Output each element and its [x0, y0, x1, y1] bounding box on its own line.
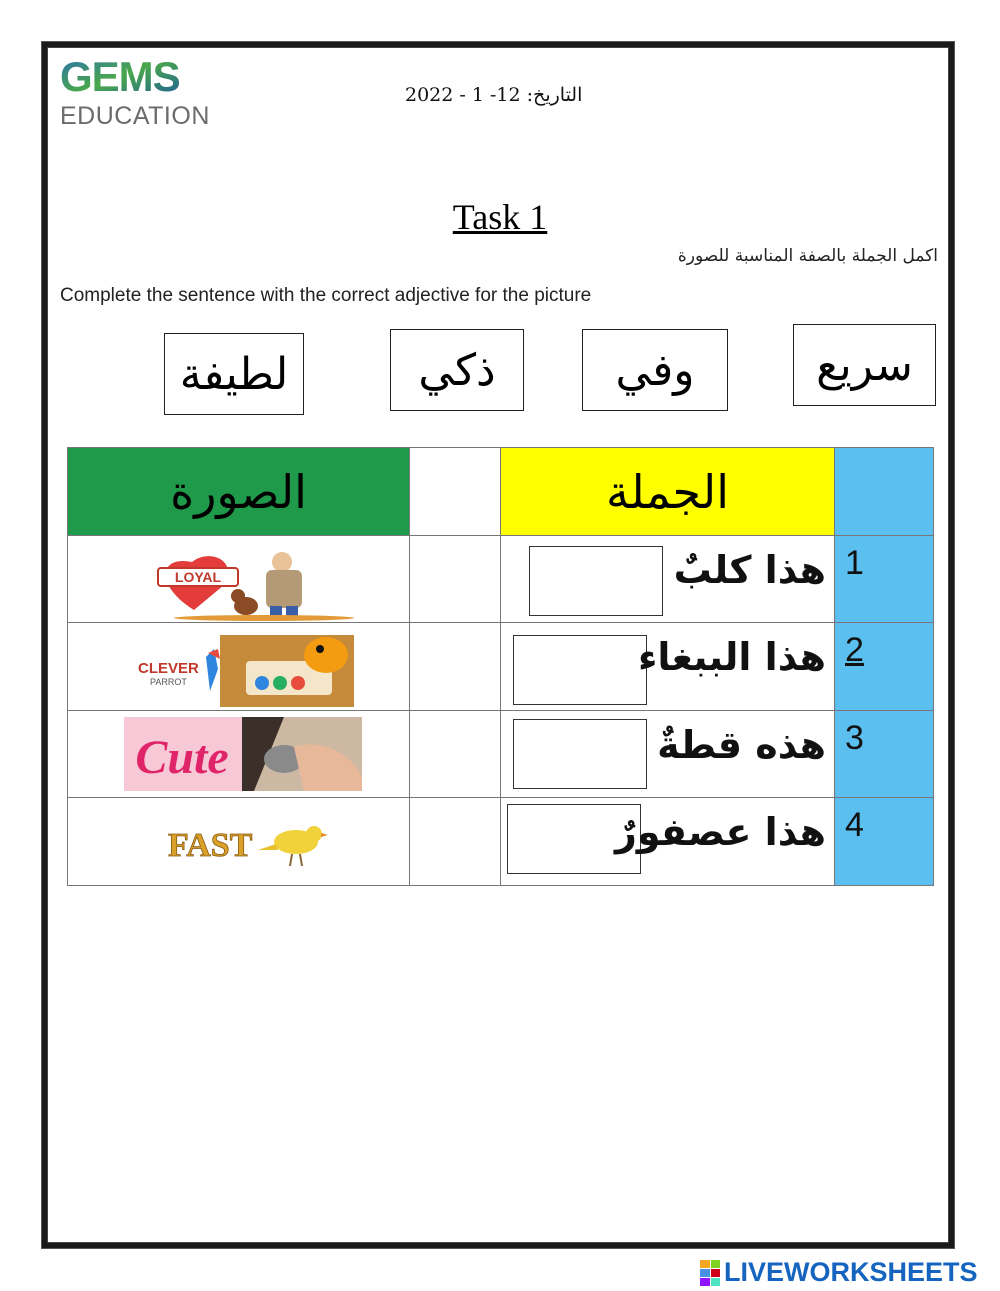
- header-picture: الصورة: [68, 448, 410, 536]
- picture-cell: [68, 711, 410, 798]
- empty-cell: [410, 623, 501, 711]
- date-line: التاريخ: 12- 1 - 2022: [405, 84, 583, 106]
- instruction-english: Complete the sentence with the correct adjective for the picture: [60, 285, 592, 306]
- sentence-text: هذه قطةٌ: [657, 723, 826, 767]
- table-row: [68, 623, 934, 711]
- header-number: [835, 448, 934, 536]
- answer-box[interactable]: [513, 719, 647, 789]
- answer-box[interactable]: [513, 635, 647, 705]
- row-number: 2: [845, 631, 864, 669]
- row-number: 3: [845, 719, 864, 757]
- header-empty: [410, 448, 501, 536]
- sentence-cell: [501, 711, 835, 798]
- answer-box[interactable]: [529, 546, 663, 616]
- page-title: Task 1: [452, 197, 548, 237]
- row-number: 1: [845, 544, 864, 582]
- empty-cell: [410, 711, 501, 798]
- empty-cell: [410, 536, 501, 623]
- sentence-cell: [501, 798, 835, 886]
- exercise-table: [67, 447, 934, 886]
- picture-cell: [68, 798, 410, 886]
- word-bank-item-sari[interactable]: سريع: [793, 324, 936, 406]
- table-row: [68, 798, 934, 886]
- sentence-text: هذا كلبٌ: [673, 548, 826, 592]
- table-row: [68, 536, 934, 623]
- empty-cell: [410, 798, 501, 886]
- fast-bird-picture: [166, 816, 336, 870]
- number-cell: [835, 711, 934, 798]
- row-number: 4: [845, 806, 864, 844]
- liveworksheets-logo-icon: [700, 1260, 720, 1286]
- logo-subtitle: EDUCATION: [60, 102, 210, 130]
- pic-label-parrot: PARROT: [150, 677, 187, 687]
- footer-brand: LIVEWORKSHEETS: [724, 1257, 978, 1287]
- liveworksheets-footer: [700, 1257, 978, 1288]
- number-cell: [835, 798, 934, 886]
- word-bank-item-thaki[interactable]: ذكي: [390, 329, 524, 411]
- cute-cat-picture: [124, 717, 362, 791]
- pic-label-fast: FAST: [168, 827, 253, 864]
- sentence-text: هذا عصفورٌ: [614, 810, 826, 854]
- sentence-cell: [501, 623, 835, 711]
- number-cell: [835, 623, 934, 711]
- number-cell: [835, 536, 934, 623]
- table-header-row: [68, 448, 934, 536]
- picture-cell: [68, 623, 410, 711]
- sentence-cell: [501, 536, 835, 623]
- sentence-text: هذا الببغاء: [637, 635, 826, 679]
- clever-parrot-picture: [136, 635, 356, 707]
- pic-label-cute: Cute: [135, 731, 229, 784]
- word-bank-item-wafi[interactable]: وفي: [582, 329, 728, 411]
- pic-label-loyal: LOYAL: [174, 569, 222, 585]
- picture-cell: [68, 536, 410, 623]
- gems-logo-mark: [60, 58, 212, 94]
- header-sentence: الجملة: [501, 448, 835, 536]
- svg-text:GEMS: GEMS: [60, 58, 180, 94]
- table-row: [68, 711, 934, 798]
- word-bank-item-latifa[interactable]: لطيفة: [164, 333, 304, 415]
- gems-logo: [60, 58, 220, 138]
- loyal-dog-picture: [154, 550, 364, 622]
- instruction-arabic: اكمل الجملة بالصفة المناسبة للصورة: [677, 246, 938, 266]
- pic-label-clever: CLEVER: [138, 660, 199, 677]
